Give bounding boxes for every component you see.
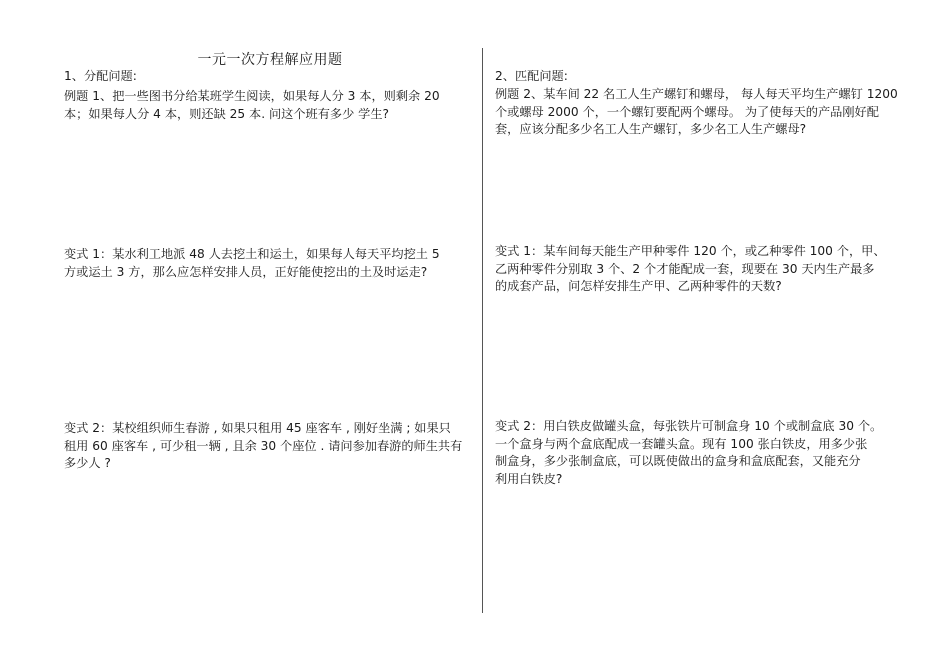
variant-2-left-line: 变式 2：某校组织师生春游 , 如果只租用 45 座客车 , 刚好坐满 ; 如果只 bbox=[64, 421, 451, 435]
example-2-line: 套，应该分配多少名工人生产螺钉，多少名工人生产螺母? bbox=[495, 122, 807, 137]
example-1-line: 例题 1、把一些图书分给某班学生阅读，如果每人分 3 本，则剩余 20 bbox=[64, 89, 440, 103]
variant-1-left-line: 变式 1：某水利工地派 48 人去挖土和运土，如果每人每天平均挖土 5 bbox=[64, 247, 440, 261]
variant-2-left-line: 多少人 ? bbox=[64, 456, 111, 471]
variant-1-right-line: 的成套产品，问怎样安排生产甲、乙两种零件的天数? bbox=[495, 279, 782, 294]
example-1 bbox=[64, 88, 440, 123]
variant-2-right-line: 一个盒身与两个盒底配成一套罐头盒。现有 100 张白铁皮，用多少张 bbox=[495, 436, 868, 451]
variant-2-right-line: 制盒身，多少张制盒底，可以既使做出的盒身和盒底配套，又能充分 bbox=[495, 454, 861, 469]
section-heading-allocation: 1、分配问题: bbox=[64, 69, 137, 83]
variant-2-left bbox=[64, 420, 462, 473]
variant-1-right-line: 乙两种零件分别取 3 个、2 个才能配成一套，现要在 30 天内生产最多 bbox=[495, 261, 875, 276]
variant-1-left-line: 方或运土 3 方，那么应怎样安排人员，正好能使挖出的土及时运走? bbox=[64, 264, 428, 279]
page-title: 一元一次方程解应用题 bbox=[197, 52, 343, 68]
section-heading-matching: 2、匹配问题: bbox=[495, 69, 568, 83]
variant-1-right-line: 变式 1：某车间每天能生产甲种零件 120 个，或乙种零件 100 个，甲、 bbox=[495, 244, 886, 258]
variant-2-right-line: 变式 2：用白铁皮做罐头盒，每张铁片可制盒身 10 个或制盒底 30 个。 bbox=[495, 419, 883, 433]
variant-2-left-line: 租用 60 座客车 , 可少租一辆 , 且余 30 个座位 . 请问参加春游的师生共有 bbox=[64, 438, 463, 453]
variant-2-right-line: 利用白铁皮? bbox=[495, 471, 563, 486]
example-2 bbox=[495, 86, 898, 139]
variant-2-right bbox=[495, 418, 882, 488]
variant-1-left bbox=[64, 246, 440, 281]
example-2-line: 个或螺母 2000 个，一个螺钉要配两个螺母。 为了使每天的产品刚好配 bbox=[495, 104, 879, 119]
example-1-line: 本；如果每人分 4 本，则还缺 25 本. 问这个班有多少 学生? bbox=[64, 106, 389, 121]
variant-1-right bbox=[495, 243, 886, 296]
column-divider bbox=[482, 48, 483, 613]
example-2-line: 例题 2、某车间 22 名工人生产螺钉和螺母， 每人每天平均生产螺钉 1200 bbox=[495, 87, 898, 101]
